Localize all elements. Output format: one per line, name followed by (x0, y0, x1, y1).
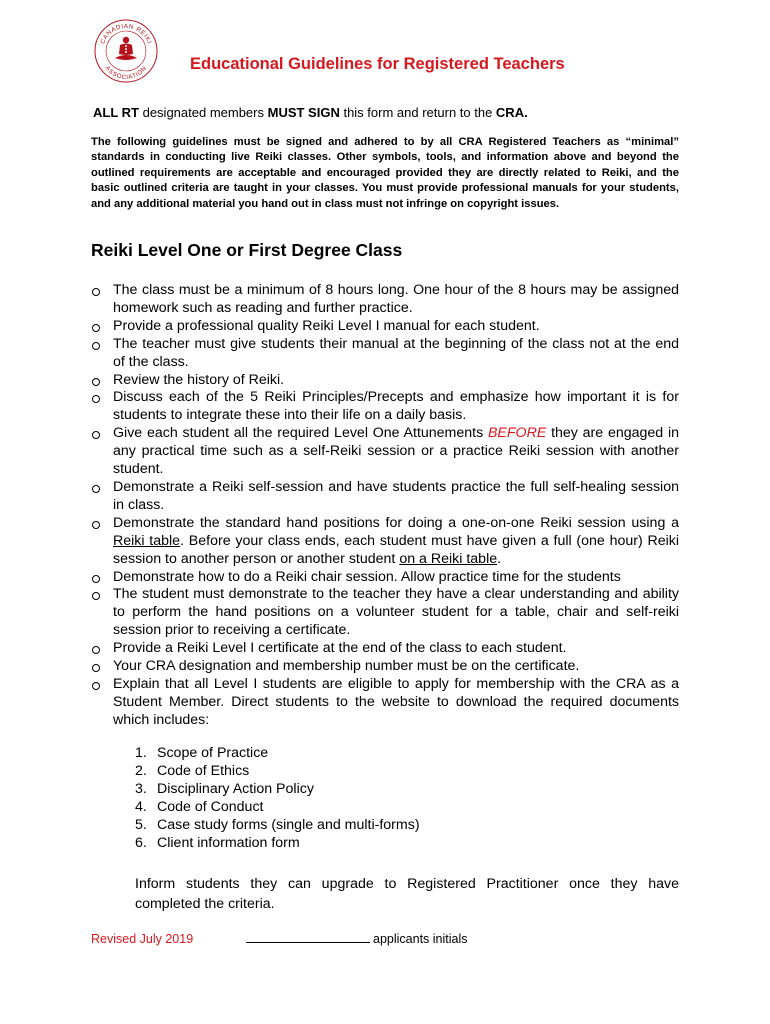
document-item: 2. Code of Ethics (135, 762, 250, 779)
notice-text: designated members (138, 105, 268, 120)
association-logo (93, 18, 159, 84)
requirement-item: Review the history of Reiki. (91, 372, 679, 390)
initials-blank-line[interactable] (246, 942, 370, 943)
section-heading: Reiki Level One or First Degree Class (91, 240, 403, 260)
notice-bold-all-rt: ALL RT (93, 105, 139, 120)
notice-text: this form and return to the (339, 105, 496, 120)
document-item: 6. Client information form (135, 834, 300, 851)
requirement-item: Demonstrate a Reiki self-session and have students practice the full self-healing session in class. (91, 479, 679, 515)
requirement-item: Give each student all the required Level One Attunements BEFORE they are engaged in any practical time such as a self-Reiki session or a practice Reiki session with another student. (91, 425, 679, 479)
before-emphasis: BEFORE (487, 425, 547, 442)
requirement-item: Your CRA designation and membership number must be on the certificate. (91, 658, 679, 676)
reiki-table-underline: Reiki table (113, 532, 181, 549)
document-item: 5. Case study forms (single and multi-forms) (135, 816, 420, 833)
requirement-item: Explain that all Level I students are eligible to apply for membership with the CRA as a Student Member. Direct students to the website to download the required documents which includes: (91, 676, 679, 730)
revision-date: Revised July 2019 (91, 932, 194, 946)
applicant-initials-field[interactable] (246, 932, 468, 946)
requirement-item: The student must demonstrate to the teacher they have a clear understanding and ability to perform the hand positions on a volunteer student for a table, chair and self-reiki session prior to receiving a certificate. (91, 586, 679, 640)
document-item: 3. Disciplinary Action Policy (135, 780, 314, 797)
requirement-item: Provide a professional quality Reiki Level I manual for each student. (91, 318, 679, 336)
document-title: Educational Guidelines for Registered Teachers (190, 55, 565, 73)
requirement-item: Provide a Reiki Level I certificate at the end of the class to each student. (91, 640, 679, 658)
requirement-item: Discuss each of the 5 Reiki Principles/Precepts and emphasize how important it is for students to integrate these into their life on a daily basis. (91, 389, 679, 425)
requirement-item: Demonstrate how to do a Reiki chair session. Allow practice time for the students (91, 569, 679, 587)
notice-bold-cra: CRA. (495, 105, 528, 120)
upgrade-note: Inform students they can upgrade to Registered Practitioner once they have completed the criteria. (135, 876, 679, 912)
requirement-item: Demonstrate the standard hand positions for doing a one-on-one Reiki session using a Reiki table. Before your class ends, each student must have given a full (one hour) Reiki session to another person or another student on a Reiki table. (91, 515, 679, 569)
required-documents-list (135, 745, 420, 852)
svg-text:CANADIAN REIKI: CANADIAN REIKI (99, 22, 153, 46)
requirements-list (91, 282, 679, 730)
document-item: 4. Code of Conduct (135, 798, 264, 815)
svg-text:ASSOCIATION: ASSOCIATION (103, 64, 149, 82)
notice-bold-must-sign: MUST SIGN (267, 105, 340, 120)
initials-label: applicants initials (373, 932, 468, 946)
on-reiki-table-underline: on a Reiki table (399, 550, 498, 567)
requirement-item: The class must be a minimum of 8 hours long. One hour of the 8 hours may be assigned homework such as reading and further practice. (91, 282, 679, 318)
document-item: 1. Scope of Practice (135, 745, 269, 761)
intro-paragraph: The following guidelines must be signed and adhered to by all CRA Registered Teachers as “minimal” standards in conducting live Reiki classes. Other symbols, tools, and information above and beyond the outlined requirements are acceptable and encouraged provided they are directly related to Reiki, and the basic outlined criteria are taught in your classes. You must provide professional manuals for your students, and any additional material you hand out in class must not infringe on copyright issues. (91, 136, 679, 210)
requirement-item: The teacher must give students their manual at the beginning of the class not at the end of the class. (91, 336, 679, 372)
signing-notice (93, 105, 528, 120)
